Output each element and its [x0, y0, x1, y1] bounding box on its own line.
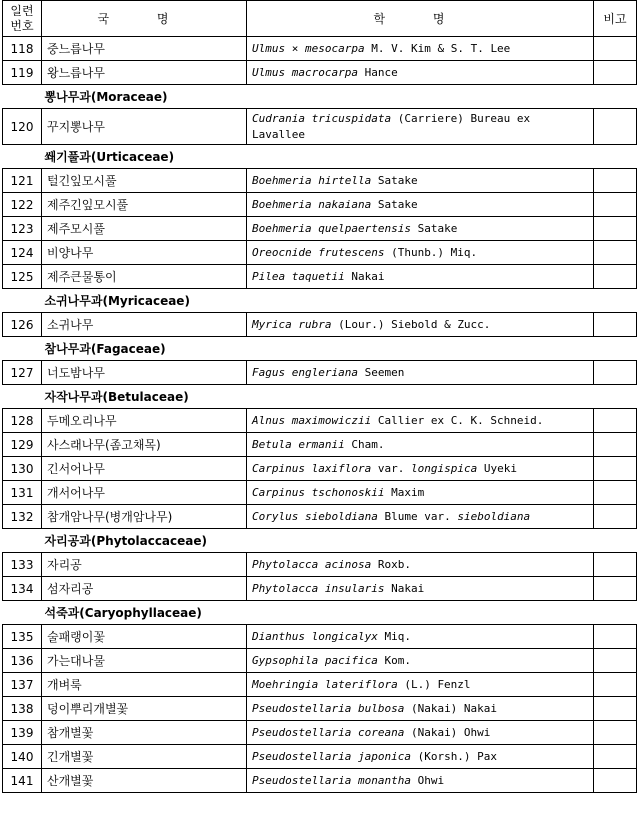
korean-name-cell: 중느릅나무	[42, 37, 247, 61]
table-header	[3, 1, 637, 37]
header-scientific-name: 학 명	[247, 1, 594, 37]
scientific-name-author: Satake	[371, 173, 418, 187]
scientific-name-italic: Fagus engleriana	[252, 365, 358, 379]
scientific-name-author: (Thunb.) Miq.	[384, 245, 478, 259]
scientific-name-italic: Corylus sieboldiana	[252, 509, 378, 523]
scientific-name-cell	[247, 745, 594, 769]
family-heading-row	[3, 529, 637, 553]
table-row	[3, 697, 637, 721]
scientific-name-author: Satake	[371, 197, 418, 211]
korean-name-cell: 가는대나물	[42, 649, 247, 673]
table-row	[3, 313, 637, 337]
korean-name-cell: 비양나무	[42, 241, 247, 265]
note-cell	[594, 745, 637, 769]
table-row	[3, 577, 637, 601]
scientific-name-italic: Pseudostellaria coreana	[252, 725, 405, 739]
serial-number-cell: 141	[3, 769, 42, 793]
scientific-name-cell	[247, 457, 594, 481]
scientific-name-italic: Betula ermanii	[252, 437, 345, 451]
family-heading: 참나무과(Fagaceae)	[3, 337, 637, 361]
scientific-name-cell	[247, 721, 594, 745]
serial-number-cell: 137	[3, 673, 42, 697]
scientific-name-cell	[247, 109, 594, 145]
table-row	[3, 217, 637, 241]
serial-number-cell: 125	[3, 265, 42, 289]
scientific-name-author: (L.) Fenzl	[397, 677, 471, 691]
note-cell	[594, 649, 637, 673]
table-row	[3, 193, 637, 217]
family-heading: 자리공과(Phytolaccaceae)	[3, 529, 637, 553]
table-row	[3, 721, 637, 745]
scientific-name-cell	[247, 553, 594, 577]
scientific-name-author: (Nakai) Ohwi	[404, 725, 491, 739]
scientific-name-cell	[247, 169, 594, 193]
scientific-name-italic: Moehringia lateriflora	[252, 677, 398, 691]
table-row	[3, 241, 637, 265]
scientific-name-author: Maxim	[384, 485, 425, 499]
scientific-name-author: Cham.	[344, 437, 385, 451]
table-row	[3, 649, 637, 673]
note-cell	[594, 217, 637, 241]
serial-number-cell: 122	[3, 193, 42, 217]
family-heading-row	[3, 601, 637, 625]
scientific-name-author: Kom.	[377, 653, 411, 667]
table-row	[3, 433, 637, 457]
family-heading: 뽕나무과(Moraceae)	[3, 85, 637, 109]
note-cell	[594, 433, 637, 457]
serial-number-cell: 140	[3, 745, 42, 769]
scientific-name-italic: Ulmus	[252, 41, 286, 55]
scientific-name-italic: Pseudostellaria japonica	[252, 749, 411, 763]
korean-name-cell: 꾸지뽕나무	[42, 109, 247, 145]
scientific-name-author: Uyeki	[477, 461, 517, 475]
scientific-name-author: ×	[285, 41, 305, 55]
scientific-name-author: Blume var.	[377, 509, 458, 523]
table-row	[3, 409, 637, 433]
table-row	[3, 109, 637, 145]
serial-number-cell: 127	[3, 361, 42, 385]
scientific-name-italic: Alnus maximowiczii	[252, 413, 372, 427]
scientific-name-cell	[247, 61, 594, 85]
scientific-name-italic: Gypsophila pacifica	[252, 653, 378, 667]
scientific-name-cell	[247, 649, 594, 673]
table-row	[3, 457, 637, 481]
header-korean-name: 국 명	[42, 1, 247, 37]
scientific-name-italic: mesocarpa	[305, 41, 365, 55]
korean-name-cell: 긴개별꽃	[42, 745, 247, 769]
scientific-name-italic: Myrica rubra	[252, 317, 332, 331]
scientific-name-italic: Ulmus macrocarpa	[252, 65, 358, 79]
scientific-name-author: (Lour.) Siebold & Zucc.	[331, 317, 491, 331]
note-cell	[594, 769, 637, 793]
korean-name-cell: 술패랭이꽃	[42, 625, 247, 649]
serial-number-cell: 119	[3, 61, 42, 85]
scientific-name-cell	[247, 481, 594, 505]
note-cell	[594, 553, 637, 577]
scientific-name-author: Miq.	[377, 629, 411, 643]
korean-name-cell: 제주큰물통이	[42, 265, 247, 289]
serial-number-cell: 136	[3, 649, 42, 673]
korean-name-cell: 참개암나무(병개암나무)	[42, 505, 247, 529]
serial-number-cell: 131	[3, 481, 42, 505]
scientific-name-italic: Carpinus laxiflora	[252, 461, 372, 475]
scientific-name-cell	[247, 313, 594, 337]
table-row	[3, 37, 637, 61]
scientific-name-italic: sieboldiana	[457, 509, 531, 523]
table-row	[3, 61, 637, 85]
korean-name-cell: 두메오리나무	[42, 409, 247, 433]
header-note: 비고	[594, 1, 637, 37]
scientific-name-author: (Carriere) Bureau ex Lavallee	[252, 111, 531, 141]
note-cell	[594, 577, 637, 601]
note-cell	[594, 265, 637, 289]
scientific-name-italic: Cudrania tricuspidata	[252, 111, 392, 125]
serial-number-cell: 134	[3, 577, 42, 601]
note-cell	[594, 409, 637, 433]
table-row	[3, 505, 637, 529]
header-serial-number: 일련 번호	[3, 1, 42, 37]
scientific-name-italic: Phytolacca acinosa	[252, 557, 372, 571]
serial-number-cell: 139	[3, 721, 42, 745]
korean-name-cell: 너도밤나무	[42, 361, 247, 385]
scientific-name-author: (Nakai) Nakai	[404, 701, 498, 715]
table-row	[3, 361, 637, 385]
scientific-name-italic: longispica	[410, 461, 478, 475]
scientific-name-cell	[247, 433, 594, 457]
note-cell	[594, 481, 637, 505]
scientific-name-cell	[247, 673, 594, 697]
korean-name-cell: 산개별꽃	[42, 769, 247, 793]
family-heading: 소귀나무과(Myricaceae)	[3, 289, 637, 313]
note-cell	[594, 109, 637, 145]
table-row	[3, 169, 637, 193]
family-heading-row	[3, 385, 637, 409]
serial-number-cell: 126	[3, 313, 42, 337]
family-heading-row	[3, 337, 637, 361]
family-heading-row	[3, 289, 637, 313]
note-cell	[594, 697, 637, 721]
family-heading-row	[3, 85, 637, 109]
korean-name-cell: 덩이뿌리개별꽃	[42, 697, 247, 721]
korean-name-cell: 참개별꽃	[42, 721, 247, 745]
table-row	[3, 481, 637, 505]
species-table	[2, 0, 637, 793]
scientific-name-cell	[247, 37, 594, 61]
note-cell	[594, 61, 637, 85]
scientific-name-cell	[247, 697, 594, 721]
table-row	[3, 673, 637, 697]
scientific-name-author: Roxb.	[371, 557, 411, 571]
family-heading: 석죽과(Caryophyllaceae)	[3, 601, 637, 625]
korean-name-cell: 개서어나무	[42, 481, 247, 505]
korean-name-cell: 제주긴잎모시풀	[42, 193, 247, 217]
family-heading: 쐐기풀과(Urticaceae)	[3, 145, 637, 169]
scientific-name-cell	[247, 625, 594, 649]
table-row	[3, 745, 637, 769]
table-row	[3, 769, 637, 793]
note-cell	[594, 37, 637, 61]
family-heading: 자작나무과(Betulaceae)	[3, 385, 637, 409]
note-cell	[594, 193, 637, 217]
scientific-name-cell	[247, 577, 594, 601]
scientific-name-author: Satake	[410, 221, 458, 235]
scientific-name-italic: Carpinus tschonoskii	[252, 485, 385, 499]
scientific-name-cell	[247, 193, 594, 217]
korean-name-cell: 개벼룩	[42, 673, 247, 697]
serial-number-cell: 128	[3, 409, 42, 433]
scientific-name-author: Ohwi	[410, 773, 445, 787]
korean-name-cell: 자리공	[42, 553, 247, 577]
table-row	[3, 625, 637, 649]
serial-number-cell: 124	[3, 241, 42, 265]
scientific-name-italic: Boehmeria quelpaertensis	[252, 221, 411, 235]
note-cell	[594, 673, 637, 697]
korean-name-cell: 털긴잎모시풀	[42, 169, 247, 193]
note-cell	[594, 721, 637, 745]
scientific-name-italic: Pilea taquetii	[252, 269, 345, 283]
scientific-name-italic: Dianthus longicalyx	[252, 629, 378, 643]
scientific-name-author: Callier ex C. K. Schneid.	[371, 413, 544, 427]
note-cell	[594, 457, 637, 481]
scientific-name-cell	[247, 265, 594, 289]
serial-number-cell: 135	[3, 625, 42, 649]
scientific-name-cell	[247, 409, 594, 433]
scientific-name-italic: Oreocnide frutescens	[252, 245, 385, 259]
table-row	[3, 553, 637, 577]
scientific-name-cell	[247, 505, 594, 529]
family-heading-row	[3, 145, 637, 169]
scientific-name-italic: Boehmeria nakaiana	[252, 197, 372, 211]
scientific-name-cell	[247, 241, 594, 265]
serial-number-cell: 118	[3, 37, 42, 61]
serial-number-cell: 120	[3, 109, 42, 145]
serial-number-cell: 133	[3, 553, 42, 577]
korean-name-cell: 긴서어나무	[42, 457, 247, 481]
note-cell	[594, 313, 637, 337]
note-cell	[594, 361, 637, 385]
scientific-name-italic: Pseudostellaria monantha	[252, 773, 411, 787]
scientific-name-italic: Boehmeria hirtella	[252, 173, 372, 187]
scientific-name-cell	[247, 217, 594, 241]
serial-number-cell: 138	[3, 697, 42, 721]
korean-name-cell: 사스래나무(좀고채목)	[42, 433, 247, 457]
note-cell	[594, 625, 637, 649]
scientific-name-italic: Pseudostellaria bulbosa	[252, 701, 405, 715]
scientific-name-author: Hance	[357, 65, 398, 79]
note-cell	[594, 241, 637, 265]
korean-name-cell: 섬자리공	[42, 577, 247, 601]
scientific-name-author: var.	[371, 461, 411, 475]
serial-number-cell: 121	[3, 169, 42, 193]
scientific-name-author: Nakai	[384, 581, 425, 595]
scientific-name-author: Seemen	[357, 365, 405, 379]
korean-name-cell: 제주모시풀	[42, 217, 247, 241]
korean-name-cell: 소귀나무	[42, 313, 247, 337]
scientific-name-author: Nakai	[344, 269, 385, 283]
table-body	[3, 37, 637, 793]
serial-number-cell: 129	[3, 433, 42, 457]
serial-number-cell: 130	[3, 457, 42, 481]
scientific-name-author: (Korsh.) Pax	[410, 749, 498, 763]
serial-number-cell: 123	[3, 217, 42, 241]
table-row	[3, 265, 637, 289]
scientific-name-author: M. V. Kim & S. T. Lee	[364, 41, 511, 55]
scientific-name-cell	[247, 769, 594, 793]
scientific-name-cell	[247, 361, 594, 385]
korean-name-cell: 왕느릅나무	[42, 61, 247, 85]
note-cell	[594, 169, 637, 193]
note-cell	[594, 505, 637, 529]
scientific-name-italic: Phytolacca insularis	[252, 581, 385, 595]
serial-number-cell: 132	[3, 505, 42, 529]
